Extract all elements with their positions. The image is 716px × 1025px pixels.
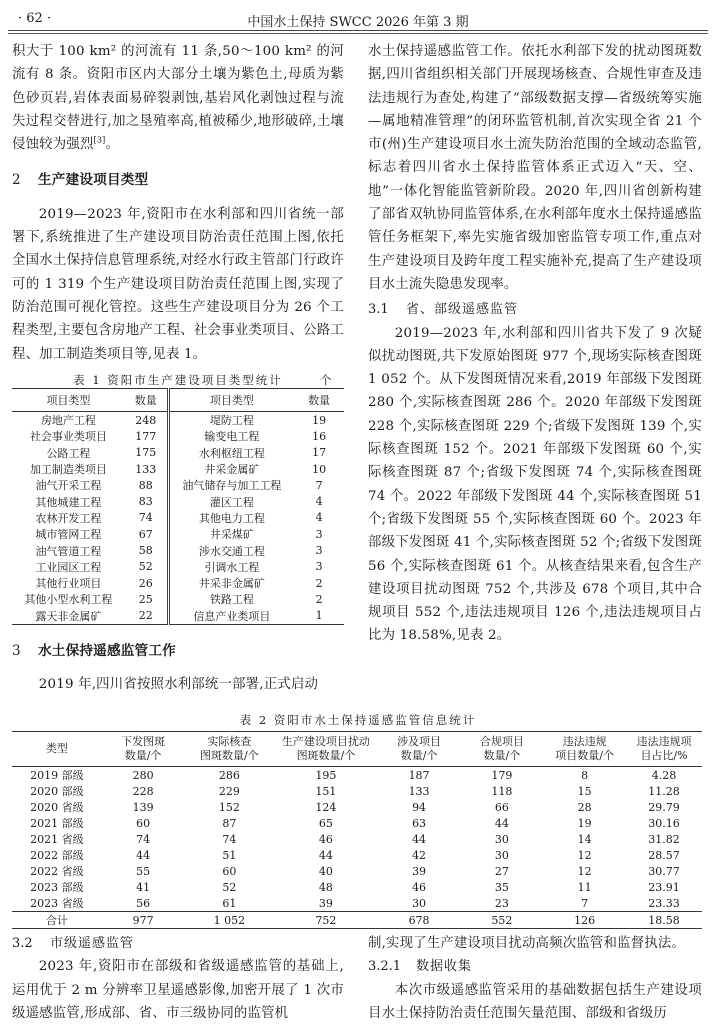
table2-header xyxy=(102,732,185,767)
table1-count-cell: 4 xyxy=(315,495,323,509)
table2-value-cell: 195 xyxy=(315,768,337,782)
table1-type-cell: 油气管道工程 xyxy=(35,544,102,558)
table2-value-cell: 133 xyxy=(408,784,430,798)
table1-count-cell: 26 xyxy=(125,575,168,591)
table2-value-cell: 11.28 xyxy=(648,784,680,798)
table2-value-cell: 228 xyxy=(132,784,154,798)
table2-value-cell: 61 xyxy=(222,896,237,910)
table2-value-cell: 139 xyxy=(132,800,154,814)
table2-type-cell: 2023 部级 xyxy=(30,881,84,894)
table2-value-cell: 151 xyxy=(315,784,337,798)
table2-value-cell: 152 xyxy=(218,800,240,814)
table2-header-line: 数量/个 xyxy=(400,749,438,762)
section-title: 数据收集 xyxy=(416,959,473,975)
table2-header xyxy=(12,732,102,767)
table2-total-row xyxy=(12,912,702,929)
table2-header xyxy=(626,732,702,767)
table2-value-cell: 4.28 xyxy=(651,768,677,782)
table1-type-cell: 油气开采工程 xyxy=(35,479,102,493)
table2-value-cell: 187 xyxy=(408,768,430,782)
table2-value-cell: 44 xyxy=(412,832,427,846)
table1-type-cell: 其他电力工程 xyxy=(198,511,265,525)
table1-count-cell: 4 xyxy=(315,511,323,525)
header-rule-thin xyxy=(8,33,708,34)
table1-header: 数量 xyxy=(125,389,168,412)
table2-value-cell: 23.91 xyxy=(648,880,680,894)
table1-row xyxy=(12,445,344,461)
table1-count-cell: 52 xyxy=(125,559,168,575)
table2-value-cell: 118 xyxy=(491,784,513,798)
table2-value-cell: 30 xyxy=(494,848,509,862)
table2-value-cell: 30 xyxy=(412,896,427,910)
table1-type-cell: 房地产工程 xyxy=(40,414,96,428)
table1-count-cell: 16 xyxy=(312,429,327,443)
section-title: 省、部级遥感监管 xyxy=(406,302,519,318)
table2-total-cell: 752 xyxy=(274,912,378,929)
paragraph: 2023 年,资阳市在部级和省级遥感监管的基础上,运用优于 2 m 分辨率卫星遥感影像,加密开展了 1 次市级遥感监管,形成部、省、市三级协同的监管机 xyxy=(12,959,344,1021)
table2-type-cell: 2022 省级 xyxy=(30,865,84,878)
table1-count-cell: 3 xyxy=(315,527,323,541)
table1-type-cell: 铁路工程 xyxy=(209,593,254,607)
table2-value-cell: 87 xyxy=(222,816,237,830)
table1-type-cell: 输变电工程 xyxy=(204,430,260,444)
left-column-bottom xyxy=(12,932,344,1025)
table1-type-cell: 井采煤矿 xyxy=(209,528,254,542)
table2-header-line: 图斑数量/个 xyxy=(296,749,356,762)
running-header xyxy=(0,0,716,36)
table2-value-cell: 12 xyxy=(577,864,592,878)
table2-type-cell: 2021 部级 xyxy=(30,817,84,830)
table2-header-line: 下发图斑 xyxy=(121,735,166,748)
table2-row xyxy=(12,815,702,831)
table2-header-line: 项目数量/个 xyxy=(555,749,615,762)
section-number: 3.2 xyxy=(12,936,33,951)
table1-count-cell: 88 xyxy=(125,477,168,493)
table2-value-cell: 229 xyxy=(218,784,240,798)
paragraph: 2019—2023 年,资阳市在水利部和四川省统一部署下,系统推进了生产建设项目防治责任范围上图,依托全国水土保持信息管理系统,对经水行政主管部门行政许可的 1 319 个生产建设项目防治责任范围上图,实现了防治范围可视化管控。这些生产建设项目分为 26 个工程类型,主要包含房地产工程、社会事业类项目、公路工程、加工制造类项目等,见表 1。 xyxy=(12,206,344,362)
paragraph: 水土保持遥感监管工作。依托水利部下发的扰动图斑数据,四川省组织相关部门开展现场核查、合规性审查及违法违规行为查处,构建了“部级数据支撑—省级统筹实施—属地精准管理”的闭环监管机制,首次实现全省 21 个市(州)生产建设项目水土流失防治范围的全域动态监管,标志着四川省水土保持监管体系正式迈入“天、空、地”一体化智能监管新阶段。2020 年,四川省创新构建了部省双轨协同监管体系,在水利部年度水土保持遥感监管任务框架下,率先实施省级加密监管专项工作,重点对生产建设项目及跨年度工程实施补充,提高了生产建设项目水土流失隐患发现率。 xyxy=(368,44,702,292)
table2-header xyxy=(460,732,543,767)
table2-total-cell: 552 xyxy=(460,912,543,929)
table2-type-cell: 2021 省级 xyxy=(30,833,84,846)
table1-type-cell: 灌区工程 xyxy=(209,495,254,509)
table2-total-cell: 977 xyxy=(102,912,185,929)
table1-count-cell: 2 xyxy=(315,576,323,590)
section-title: 水土保持遥感监管工作 xyxy=(38,643,176,659)
table2-header-line: 违法违规项 xyxy=(636,735,692,748)
table1-row xyxy=(12,477,344,493)
citation-ref[interactable]: [3] xyxy=(93,135,106,145)
table1-count-cell: 133 xyxy=(125,461,168,477)
table1-type-cell: 农林开发工程 xyxy=(35,511,102,525)
table2-value-cell: 35 xyxy=(494,880,509,894)
table2-type-cell: 2023 省级 xyxy=(30,897,84,910)
table1-row xyxy=(12,428,344,444)
table1-row xyxy=(12,526,344,542)
table1-count-cell: 25 xyxy=(125,591,168,607)
header-rule xyxy=(8,30,708,31)
table2-total-cell: 678 xyxy=(378,912,461,929)
left-column xyxy=(12,40,344,366)
table1-type-cell: 公路工程 xyxy=(46,446,91,460)
table1-type-cell: 井采非金属矿 xyxy=(198,577,265,591)
table1-type-cell: 引调水工程 xyxy=(204,560,260,574)
table2-value-cell: 42 xyxy=(412,848,427,862)
table2 xyxy=(12,731,702,929)
table2-value-cell: 29.79 xyxy=(648,800,680,814)
table1-count-cell: 3 xyxy=(315,560,323,574)
table1-type-cell: 加工制造类项目 xyxy=(29,463,107,477)
table2-row xyxy=(12,847,702,863)
left-column-section3 xyxy=(12,640,344,697)
table1-type-cell: 堤防工程 xyxy=(209,414,254,428)
table2-row xyxy=(12,863,702,879)
table1-row xyxy=(12,575,344,591)
table2-total-cell: 18.58 xyxy=(626,912,702,929)
table2-value-cell: 46 xyxy=(318,832,333,846)
table1-type-cell: 其他行业项目 xyxy=(35,577,102,591)
table1-type-cell: 信息产业类项目 xyxy=(168,608,294,625)
table1-caption: 表 1 资阳市生产建设项目类型统计 xyxy=(73,373,283,387)
table2-row xyxy=(12,799,702,815)
table1-type-cell: 其他小型水利工程 xyxy=(24,593,113,607)
table2-header-line: 数量/个 xyxy=(124,749,162,762)
journal-title: 中国水土保持 SWCC 2026 年第 3 期 xyxy=(247,15,469,30)
table2-value-cell: 55 xyxy=(136,864,151,878)
table1-type-cell: 城市管网工程 xyxy=(35,528,102,542)
table1-row xyxy=(12,461,344,477)
table2-value-cell: 41 xyxy=(136,880,151,894)
table1-header: 项目类型 xyxy=(168,389,294,412)
table2-value-cell: 94 xyxy=(412,800,427,814)
paragraph: 本次市级遥感监管采用的基础数据包括生产建设项目水土保持防治责任范围矢量范围、部级和省级历 xyxy=(368,982,702,1021)
table1-count-cell: 3 xyxy=(315,544,323,558)
table2-type-cell: 2022 部级 xyxy=(30,849,84,862)
table2-total-cell: 1 052 xyxy=(184,912,274,929)
table2-value-cell: 30 xyxy=(494,832,509,846)
table2-header xyxy=(378,732,461,767)
page-number: · 62 · xyxy=(18,11,52,26)
table2-value-cell: 40 xyxy=(318,864,333,878)
table1-count-cell: 17 xyxy=(312,446,327,460)
table2-header-line: 数量/个 xyxy=(483,749,521,762)
table2-value-cell: 44 xyxy=(318,848,333,862)
table2-header-line: 图斑数量/个 xyxy=(199,749,259,762)
table2-value-cell: 27 xyxy=(494,864,509,878)
table1-count-cell: 67 xyxy=(125,526,168,542)
table2-value-cell: 8 xyxy=(581,768,589,782)
table1-type-cell: 水利枢纽工程 xyxy=(198,446,265,460)
table2-row xyxy=(12,767,702,784)
table1-count-cell: 10 xyxy=(312,462,327,476)
table2-total-cell: 126 xyxy=(543,912,626,929)
table2-caption: 表 2 资阳市水土保持遥感监管信息统计 xyxy=(239,713,477,727)
table2-header-line: 违法违规 xyxy=(562,735,607,748)
table1-type-cell: 油气储存与加工工程 xyxy=(182,479,282,493)
table1 xyxy=(12,388,344,625)
table1-type-cell: 井采金属矿 xyxy=(204,463,260,477)
table2-value-cell: 60 xyxy=(222,864,237,878)
table2-header xyxy=(184,732,274,767)
table1-row xyxy=(12,510,344,526)
table2-header-line: 目占比/% xyxy=(640,749,688,762)
table2-header xyxy=(274,732,378,767)
table2-header-row xyxy=(12,732,702,767)
table2-value-cell: 19 xyxy=(577,816,592,830)
paragraph: 2019 年,四川省按照水利部统一部署,正式启动 xyxy=(38,677,319,693)
section-title: 市级遥感监管 xyxy=(50,936,135,951)
table1-type-cell: 工业园区工程 xyxy=(35,560,102,574)
table2-value-cell: 286 xyxy=(218,768,240,782)
paragraph: 2019—2023 年,水利部和四川省共下发了 9 次疑似扰动图斑,共下发原始图斑 977 个,现场实际核查图斑 1 052 个。从下发图斑情况来看,2019 年部级下发图斑 280 个,实际核查图斑 286 个。2020 年部级下发图斑 228 个,实际核查图斑 229 个;省级下发图斑 139 个,实际核查图斑 152 个。2021 年部级下发图斑 60 个,实际核查图斑 87 个;省级下发图斑 74 个,实际核查图斑 74 个。2022 年部级下发图斑 44 个,实际核查图斑 51 个;省级下发图斑 55 个,实际核查图斑 60 个。2023 年部级下发图斑 41 个,实际核查图斑 52 个;省级下发图斑 56 个,实际核查图斑 61 个。从核查结果来看,包含生产建设项目扰动图斑 752 个,共涉及 678 个项目,其中合规项目 552 个,违法违规项目 126 个,违法违规项目占比为 18.58%,见表 2。 xyxy=(368,325,702,644)
table2-value-cell: 39 xyxy=(318,896,333,910)
table1-type-cell: 露天非金属矿 xyxy=(12,608,125,625)
table2-value-cell: 23.33 xyxy=(648,896,680,910)
table1-type-cell: 社会事业类项目 xyxy=(29,430,107,444)
table2-row xyxy=(12,783,702,799)
table2-value-cell: 63 xyxy=(412,816,427,830)
table2-value-cell: 74 xyxy=(222,832,237,846)
table2-value-cell: 74 xyxy=(136,832,151,846)
table1-row xyxy=(12,412,344,429)
paragraph-text: 积大于 100 km² 的河流有 11 条,50～100 km² 的河流有 8 条。资阳市区内大部分土壤为紫色土,母质为紫色砂页岩,岩体表面易碎裂剥蚀,基岩风化剥蚀过程与流失过程交替进行,加之垦殖率高,植被稀少,地形破碎,土壤侵蚀较为强烈 xyxy=(12,44,344,153)
table2-type-cell: 2020 省级 xyxy=(30,801,84,814)
right-column-bottom xyxy=(368,932,702,1025)
table1-header-row xyxy=(12,389,344,412)
table1-row xyxy=(12,608,344,625)
table1-count-cell: 248 xyxy=(125,412,168,429)
section-heading-3-1 xyxy=(368,298,702,321)
section-number: 3.2.1 xyxy=(368,959,402,975)
table1-count-cell: 22 xyxy=(125,608,168,625)
section-heading-3-2-1 xyxy=(368,955,702,978)
table2-value-cell: 15 xyxy=(577,784,592,798)
section-number: 3.1 xyxy=(368,302,389,318)
table2-value-cell: 66 xyxy=(494,800,509,814)
table1-count-cell: 175 xyxy=(125,445,168,461)
section-number: 2 xyxy=(12,172,21,189)
table2-value-cell: 46 xyxy=(412,880,427,894)
paragraph-end: 。 xyxy=(105,137,120,153)
table2-header-line: 涉及项目 xyxy=(397,735,442,748)
table1-count-cell: 19 xyxy=(312,413,327,427)
table1-unit: 个 xyxy=(320,373,332,387)
table1-row xyxy=(12,591,344,607)
table2-header-line: 类型 xyxy=(45,742,68,755)
table2-value-cell: 39 xyxy=(412,864,427,878)
section-number: 3 xyxy=(12,643,21,659)
table2-value-cell: 30.77 xyxy=(648,864,680,878)
table2-value-cell: 11 xyxy=(577,880,592,894)
table2-row xyxy=(12,831,702,847)
table2-value-cell: 56 xyxy=(136,896,151,910)
table1-count-cell: 177 xyxy=(125,428,168,444)
table2-value-cell: 31.82 xyxy=(648,832,680,846)
table2-value-cell: 65 xyxy=(318,816,333,830)
table2-row xyxy=(12,895,702,912)
table2-value-cell: 52 xyxy=(222,880,237,894)
table2-value-cell: 44 xyxy=(136,848,151,862)
table2-value-cell: 60 xyxy=(136,816,151,830)
table1-count-cell: 2 xyxy=(315,592,323,606)
table2-value-cell: 44 xyxy=(494,816,509,830)
table1-row xyxy=(12,493,344,509)
paragraph: 制,实现了生产建设项目扰动高频次监管和监督执法。 xyxy=(368,936,686,951)
section-heading-3-2 xyxy=(12,932,344,955)
table1-header: 项目类型 xyxy=(12,389,125,412)
table2-value-cell: 30.16 xyxy=(648,816,680,830)
table2-value-cell: 28.57 xyxy=(648,848,680,862)
paragraph xyxy=(12,40,344,156)
table1-type-cell: 其他城建工程 xyxy=(35,495,102,509)
table2-type-cell: 2020 部级 xyxy=(30,785,84,798)
table1-count-cell: 1 xyxy=(294,608,344,625)
table2-value-cell: 23 xyxy=(494,896,509,910)
table1-header: 数量 xyxy=(294,389,344,412)
table1-count-cell: 7 xyxy=(315,478,323,492)
table1-type-cell: 涉水交通工程 xyxy=(198,544,265,558)
table2-value-cell: 28 xyxy=(577,800,592,814)
table2-total-label: 合计 xyxy=(12,912,102,929)
table2-value-cell: 7 xyxy=(581,896,589,910)
table1-count-cell: 58 xyxy=(125,542,168,558)
table2-value-cell: 124 xyxy=(315,800,337,814)
table2-value-cell: 14 xyxy=(577,832,592,846)
section-title: 生产建设项目类型 xyxy=(38,172,149,189)
table1-count-cell: 83 xyxy=(125,493,168,509)
table2-type-cell: 2019 部级 xyxy=(30,769,84,782)
table2-row xyxy=(12,879,702,895)
table2-header-line: 合规项目 xyxy=(479,735,524,748)
section-heading-3 xyxy=(12,640,344,663)
table2-header-line: 实际核查 xyxy=(207,735,252,748)
table2-value-cell: 48 xyxy=(318,880,333,894)
section-heading-2 xyxy=(12,169,344,192)
right-column xyxy=(368,40,702,648)
table1-row xyxy=(12,559,344,575)
table2-value-cell: 280 xyxy=(132,768,154,782)
table1-count-cell: 74 xyxy=(125,510,168,526)
table2-value-cell: 51 xyxy=(222,848,237,862)
table2-value-cell: 179 xyxy=(491,768,513,782)
table2-header xyxy=(543,732,626,767)
table2-header-line: 生产建设项目扰动 xyxy=(281,735,370,748)
table2-value-cell: 12 xyxy=(577,848,592,862)
table1-row xyxy=(12,542,344,558)
